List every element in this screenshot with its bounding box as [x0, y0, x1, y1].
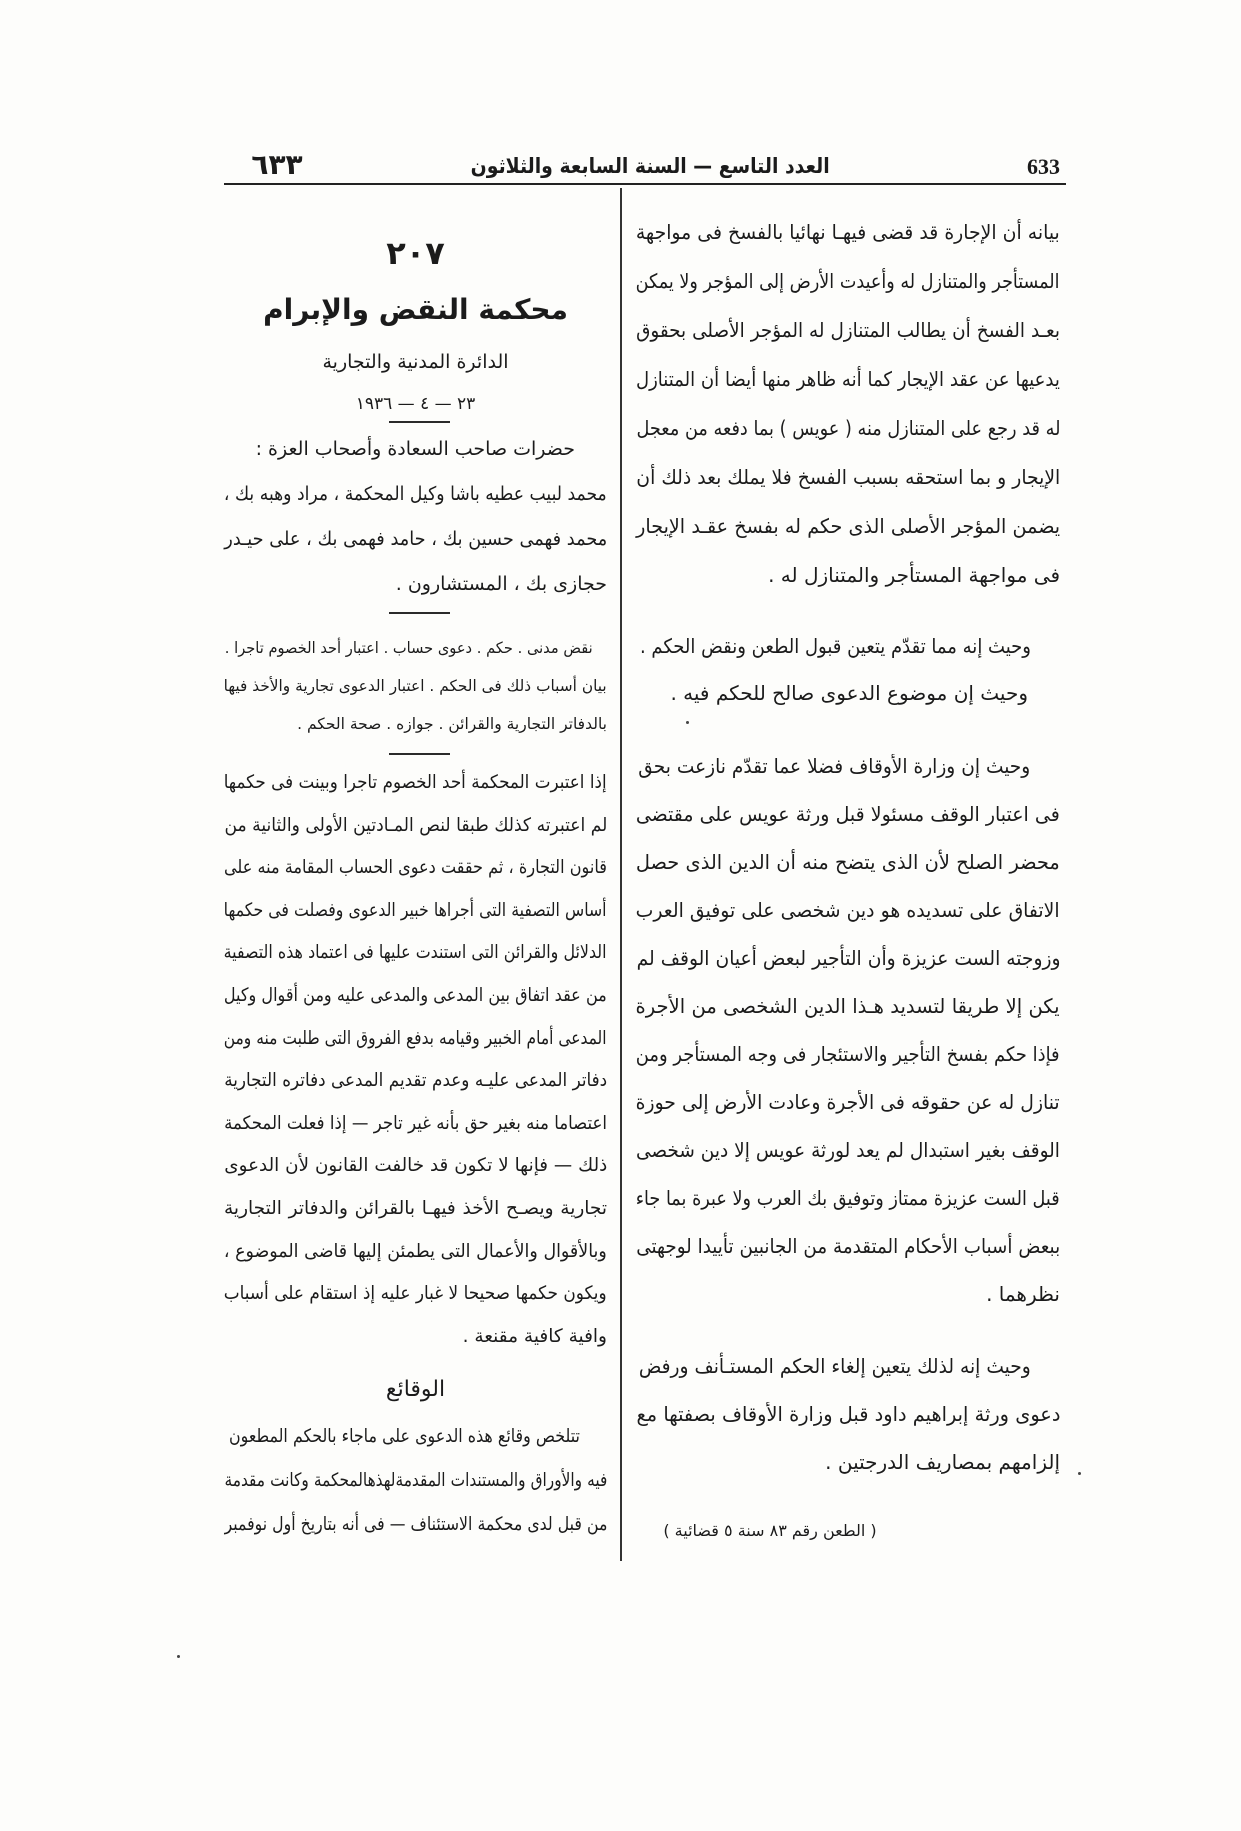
holding-line: اعتصاما منه بغير حق بأنه غير تاجر — إذا فعلت المحكمة: [224, 1112, 607, 1134]
text-line: فى مواجهة المستأجر والمتنازل له .: [768, 563, 1060, 587]
text-line: بعـد الفسخ أن يطالب المتنازل له المؤجر الأصلى بحقوق: [636, 318, 1060, 342]
header-rule: [224, 183, 1066, 185]
holding-line: إذا اعتبرت المحكمة أحد الخصوم تاجرا وبينت فى حكمها: [224, 772, 607, 793]
page-number-arabic: [232, 146, 322, 184]
text-line: دعوى ورثة إبراهيم داود قبل وزارة الأوقاف بصفتها مع: [636, 1402, 1060, 1426]
column-divider: [620, 188, 622, 1561]
holding-line: ويكون حكمها صحيحا لا غبار عليه إذ استقام على أسباب: [224, 1283, 607, 1305]
paragraph: [636, 208, 1060, 600]
text-line: محضر الصلح لأن الذى يتضح منه أن الدين الذى حصل: [636, 850, 1060, 874]
holding-line: أساس التصفية التى أجراها خبير الدعوى وفصلت فى حكمها: [224, 899, 607, 921]
case-number-text: ٢٠٧: [386, 234, 445, 272]
paragraph: [636, 742, 1060, 1318]
keywords-line: نقض مدنى . حكم . دعوى حساب . اعتبار أحد الخصوم تاجرا .: [224, 639, 593, 657]
holding-line: قانون التجارة ، ثم حققت دعوى الحساب المقامة منه على: [224, 857, 607, 879]
text-line: وحيث إن وزارة الأوقاف فضلا عما تقدّم نازعت بحق: [638, 754, 1031, 778]
keywords-line: بيان أسباب ذلك فى الحكم . اعتبار الدعوى تجارية والأخذ فيها: [224, 677, 607, 695]
paragraph: [636, 669, 1060, 717]
case-citation-text: ( الطعن رقم ٨٣ سنة ٥ قضائية ): [663, 1521, 877, 1540]
text-line: يضمن المؤجر الأصلى الذى حكم له بفسخ عقـد الإيجار: [636, 514, 1060, 538]
text-line: تنازل له عن حقوقه فى الأجرة وعادت الأرض إلى حوزة: [636, 1090, 1060, 1114]
text-line: وحيث إنه لذلك يتعين إلغاء الحكم المستـأنف ورفض: [638, 1354, 1031, 1378]
text-line: يكن إلا طريقا لتسديد هـذا الدين الشخصى من الأجرة: [636, 994, 1060, 1018]
holding-line: لم اعتبرته كذلك طبقا لنص المـادتين الأولى والثانية من: [224, 814, 607, 836]
scan-speck: [1078, 1472, 1081, 1475]
text-line: له قد رجع على المتنازل منه ( عويس ) بما دفعه من معجل: [636, 416, 1060, 440]
paragraph: [636, 1342, 1060, 1486]
scan-speck: [686, 721, 689, 724]
bench-line: حجازى بك ، المستشارون .: [395, 573, 607, 595]
scan-speck: [177, 1655, 180, 1658]
bench-line: حضرات صاحب السعادة وأصحاب العزة :: [255, 438, 575, 460]
running-title-text: العدد التاسع — السنة السابعة والثلاثون: [470, 154, 830, 178]
court-circuit-text: الدائرة المدنية والتجارية: [322, 351, 509, 373]
bench-line: محمد لبيب عطيه باشا وكيل المحكمة ، مراد وهبه بك ،: [224, 483, 607, 505]
holding-line: من عقد اتفاق بين المدعى والمدعى عليه ومن أقوال وكيل: [224, 984, 607, 1006]
court-circuit: [224, 347, 607, 377]
text-line: قبل الست عزيزة ممتاز وتوفيق بك العرب ولا عبرة بما جاء: [636, 1186, 1060, 1210]
text-line: فى اعتبار الوقف مسئولا قبل ورثة عويس على مقتضى: [636, 802, 1060, 826]
running-title: [470, 149, 830, 183]
holding-line: الدلائل والقرائن التى استندت عليها فى اعتماد هذه التصفية: [224, 942, 607, 964]
facts-line: من قبل لدى محكمة الاستئناف — فى أنه بتاريخ أول نوفمبر: [224, 1514, 607, 1535]
case-citation: [655, 1516, 885, 1546]
holding-line: وبالأقوال والأعمال التى يطمئن إليها قاضى الموضوع ،: [224, 1240, 607, 1262]
text-line: إلزامهم بمصاريف الدرجتين .: [825, 1450, 1060, 1474]
holding-line: دفاتر المدعى عليـه وعدم تقديم المدعى دفاتره التجارية: [224, 1070, 607, 1092]
facts-line: تتلخص وقائع هذه الدعوى على ماجاء بالحكم المطعون: [228, 1426, 580, 1447]
text-line: ببعض أسباب الأحكام المتقدمة من الجانبين تأييدا لوجهتى: [636, 1234, 1060, 1258]
text-line: وزوجته الست عزيزة وأن التأجير لبعض أعيان الوقف لم: [636, 946, 1060, 970]
facts-paragraph: [224, 1415, 607, 1547]
facts-line: فيه والأوراق والمستندات المقدمةلهذهالمحكمة وكانت مقدمة: [224, 1470, 607, 1491]
text-line: وحيث إنه مما تقدّم يتعين قبول الطعن ونقض الحكم .: [640, 634, 1032, 658]
holding-paragraph: [224, 762, 607, 1358]
bench-composition: [224, 427, 607, 607]
holding-line: تجارية ويصـح الأخذ فيهـا بالقرائن والدفاتر التجارية: [224, 1197, 607, 1219]
holding-line: وافية كافية مقنعة .: [462, 1325, 607, 1347]
divider-rule: [389, 753, 450, 755]
facts-heading-text: الوقائع: [385, 1377, 446, 1402]
text-line: الإيجار و بما استحقه بسبب الفسخ فلا يملك بعد ذلك أن: [636, 465, 1060, 489]
text-line: وحيث إن موضوع الدعوى صالح للحكم فيه .: [670, 681, 1028, 705]
text-line: الوقف بغير استبدال لم يعد لورثة عويس إلا دين شخصى: [636, 1138, 1060, 1162]
page-number: [1000, 150, 1060, 184]
text-line: نظرهما .: [986, 1282, 1060, 1306]
divider-rule: [389, 421, 450, 423]
case-number: [224, 232, 607, 274]
page-number-text: 633: [1027, 154, 1060, 179]
keywords-line: بالدفاتر التجارية والقرائن . جوازه . صحة الحكم .: [297, 715, 607, 733]
paragraph: [636, 622, 1060, 670]
divider-rule: [389, 612, 450, 614]
text-line: الاتفاق على تسديده هو دين شخصى على توفيق العرب: [636, 898, 1060, 922]
judgment-date: [224, 390, 607, 418]
holding-line: المدعى أمام الخبير وقيامه بدفع الفروق التى طلبت منه ومن: [224, 1027, 607, 1049]
holding-line: ذلك — فإنها لا تكون قد خالفت القانون لأن الدعوى: [224, 1155, 607, 1177]
court-name: [224, 288, 607, 332]
text-line: المستأجر والمتنازل له وأعيدت الأرض إلى المؤجر ولا يمكن: [636, 269, 1060, 293]
text-line: فإذا حكم بفسخ التأجير والاستئجار فى وجه المستأجر ومن: [636, 1042, 1060, 1066]
headnote-keywords: [224, 629, 607, 743]
bench-line: محمد فهمى حسين بك ، حامد فهمى بك ، على حيـدر: [224, 528, 607, 550]
text-line: بيانه أن الإجارة قد قضى فيهـا نهائيا بالفسخ فى مواجهة: [636, 220, 1060, 244]
court-name-text: محكمة النقض والإبرام: [263, 293, 568, 326]
facts-heading: [224, 1374, 607, 1406]
page-number-arabic-text: ٦٣٣: [251, 148, 303, 181]
text-line: يدعيها عن عقد الإيجار كما أنه ظاهر منها أيضا أن المتنازل: [636, 367, 1060, 391]
judgment-date-text: ٢٣ — ٤ — ١٩٣٦: [355, 394, 476, 414]
